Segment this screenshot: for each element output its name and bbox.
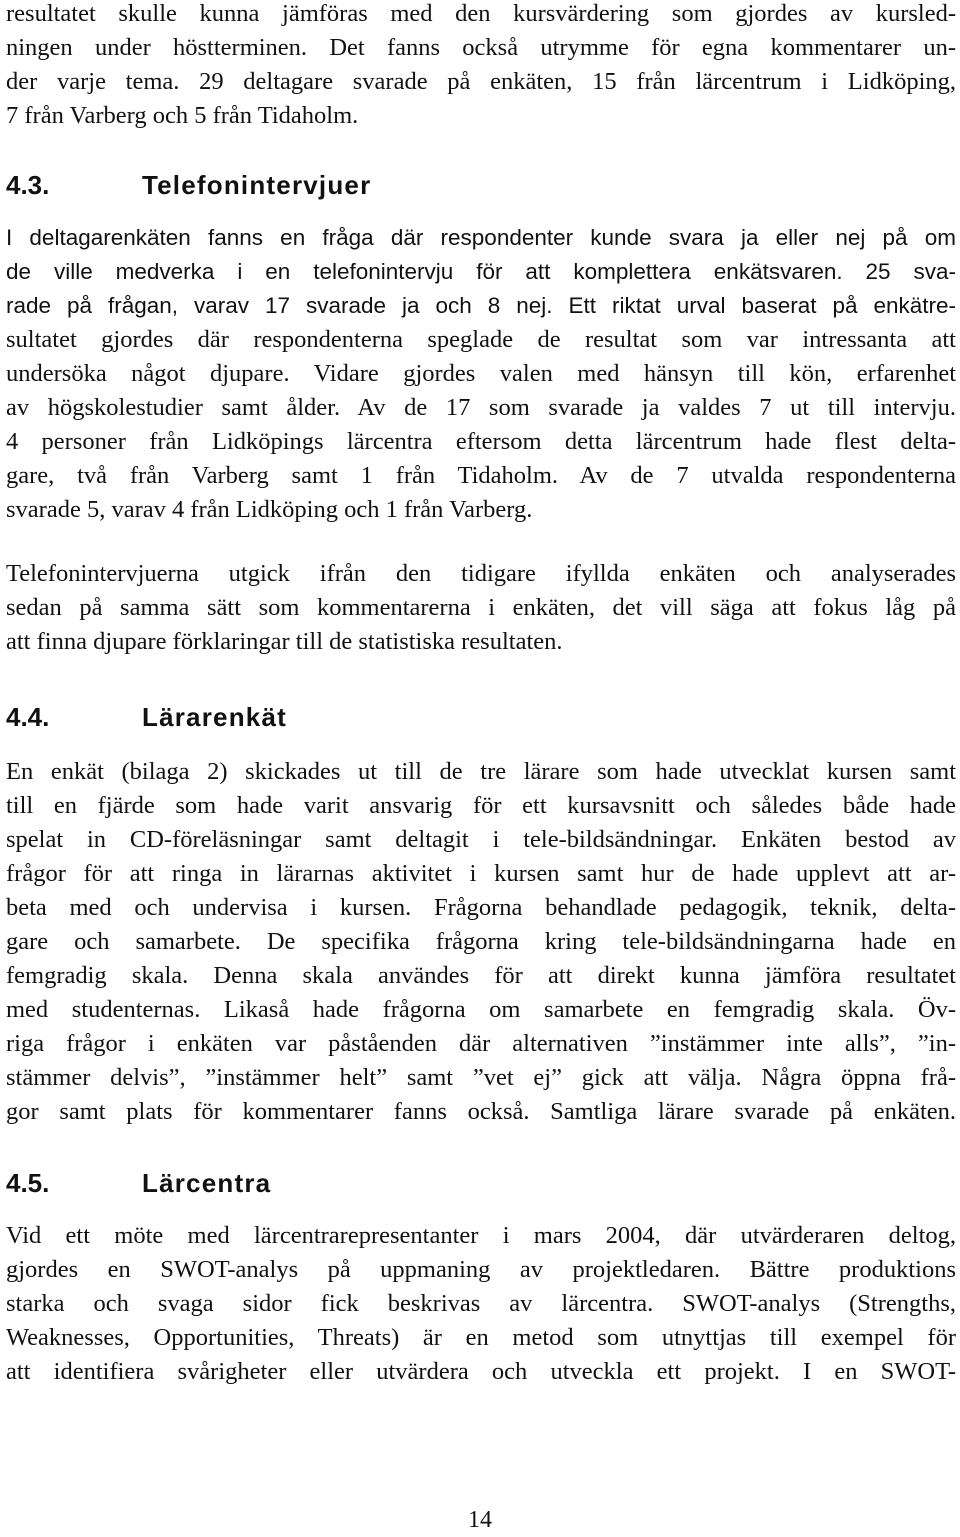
text-line: femgradig skala. Denna skala användes för att direkt kunna jämföra resultatet (6, 962, 956, 989)
text-line: gor samt plats för kommentarer fanns också. Samtliga lärare svarade på enkäten. (6, 1098, 956, 1125)
text-line: En enkät (bilaga 2) skickades ut till de tre lärare som hade utvecklat kursen samt (6, 758, 956, 785)
section-heading-4-3 (6, 165, 956, 205)
text-line: frågor för att ringa in lärarnas aktivitet i kursen samt hur de hade upplevt att ar- (6, 860, 956, 887)
text-line: de ville medverka i en telefonintervju för att komplettera enkätsvaren. 25 sva- (6, 259, 956, 284)
text-line: gare och samarbete. De specifika frågorna kring tele-bildsändningarna hade en (6, 928, 956, 955)
text-line: I deltagarenkäten fanns en fråga där respondenter kunde svara ja eller nej på om (6, 225, 956, 250)
text-line: riga frågor i enkäten var påståenden där alternativen ”instämmer inte alls”, ”in- (6, 1030, 956, 1057)
section-title: Lärarenkät (142, 702, 287, 732)
text-line: med studenternas. Likaså hade frågorna om samarbete en femgradig skala. Öv- (6, 996, 956, 1023)
section-heading-4-4 (6, 697, 956, 737)
text-line: beta med och undervisa i kursen. Frågorna behandlade pedagogik, teknik, delta- (6, 894, 956, 921)
section-title: Lärcentra (142, 1168, 272, 1198)
text-line: rade på frågan, varav 17 svarade ja och 8 nej. Ett riktat urval baserat på enkätre- (6, 293, 956, 318)
text-line: av högskolestudier samt ålder. Av de 17 som svarade ja valdes 7 ut till intervju. (6, 394, 956, 421)
section-4-4-paragraph (6, 755, 956, 1129)
text-line: 4 personer från Lidköpings lärcentra eftersom detta lärcentrum hade flest delta- (6, 428, 956, 455)
section-number: 4.5. (6, 1168, 50, 1198)
section-title: Telefonintervjuer (142, 170, 372, 200)
text-line: spelat in CD-föreläsningar samt deltagit i tele-bildsändningar. Enkäten bestod av (6, 826, 956, 853)
text-line: att identifiera svårigheter eller utvärdera och utveckla ett projekt. I en SWOT- (6, 1358, 956, 1385)
text-line: der varje tema. 29 deltagare svarade på enkäten, 15 från lärcentrum i Lidköping, (6, 68, 956, 95)
section-number: 4.4. (6, 702, 50, 732)
intro-paragraph (6, 0, 956, 133)
text-line: svarade 5, varav 4 från Lidköping och 1 från Varberg. (6, 496, 533, 523)
text-line: resultatet skulle kunna jämföras med den kursvärdering som gjordes av kursled- (6, 0, 956, 27)
text-line: stämmer delvis”, ”instämmer helt” samt ”vet ej” gick att välja. Några öppna frå- (6, 1064, 956, 1091)
text-line: starka och svaga sidor fick beskrivas av lärcentra. SWOT-analys (Strengths, (6, 1290, 956, 1317)
text-line: till en fjärde som hade varit ansvarig för ett kursavsnitt och således både hade (6, 792, 956, 819)
section-4-3-paragraph-2 (6, 557, 956, 659)
section-number: 4.3. (6, 170, 50, 200)
document-page (6, 0, 956, 1389)
text-line: gare, två från Varberg samt 1 från Tidaholm. Av de 7 utvalda respondenterna (6, 462, 956, 489)
section-4-5-paragraph (6, 1219, 956, 1389)
text-line: att finna djupare förklaringar till de statistiska resultaten. (6, 628, 563, 655)
text-line: undersöka något djupare. Vidare gjordes valen med hänsyn till kön, erfarenhet (6, 360, 956, 387)
section-heading-4-5 (6, 1163, 956, 1203)
text-line: sedan på samma sätt som kommentarerna i enkäten, det vill säga att fokus låg på (6, 594, 956, 621)
text-line: gjordes en SWOT-analys på uppmaning av projektledaren. Bättre produktions (6, 1256, 956, 1283)
text-line: Weaknesses, Opportunities, Threats) är en metod som utnyttjas till exempel för (6, 1324, 956, 1351)
page-number: 14 (468, 1507, 492, 1533)
text-line: Telefonintervjuerna utgick ifrån den tidigare ifyllda enkäten och analyserades (6, 560, 956, 587)
text-line: Vid ett möte med lärcentrarepresentanter i mars 2004, där utvärderaren deltog, (6, 1222, 956, 1249)
text-line: sultatet gjordes där respondenterna speglade de resultat som var intressanta att (6, 326, 956, 353)
section-4-3-paragraph-1 (6, 221, 956, 527)
text-line: ningen under höstterminen. Det fanns också utrymme för egna kommentarer un- (6, 34, 956, 61)
text-line: 7 från Varberg och 5 från Tidaholm. (6, 102, 359, 129)
